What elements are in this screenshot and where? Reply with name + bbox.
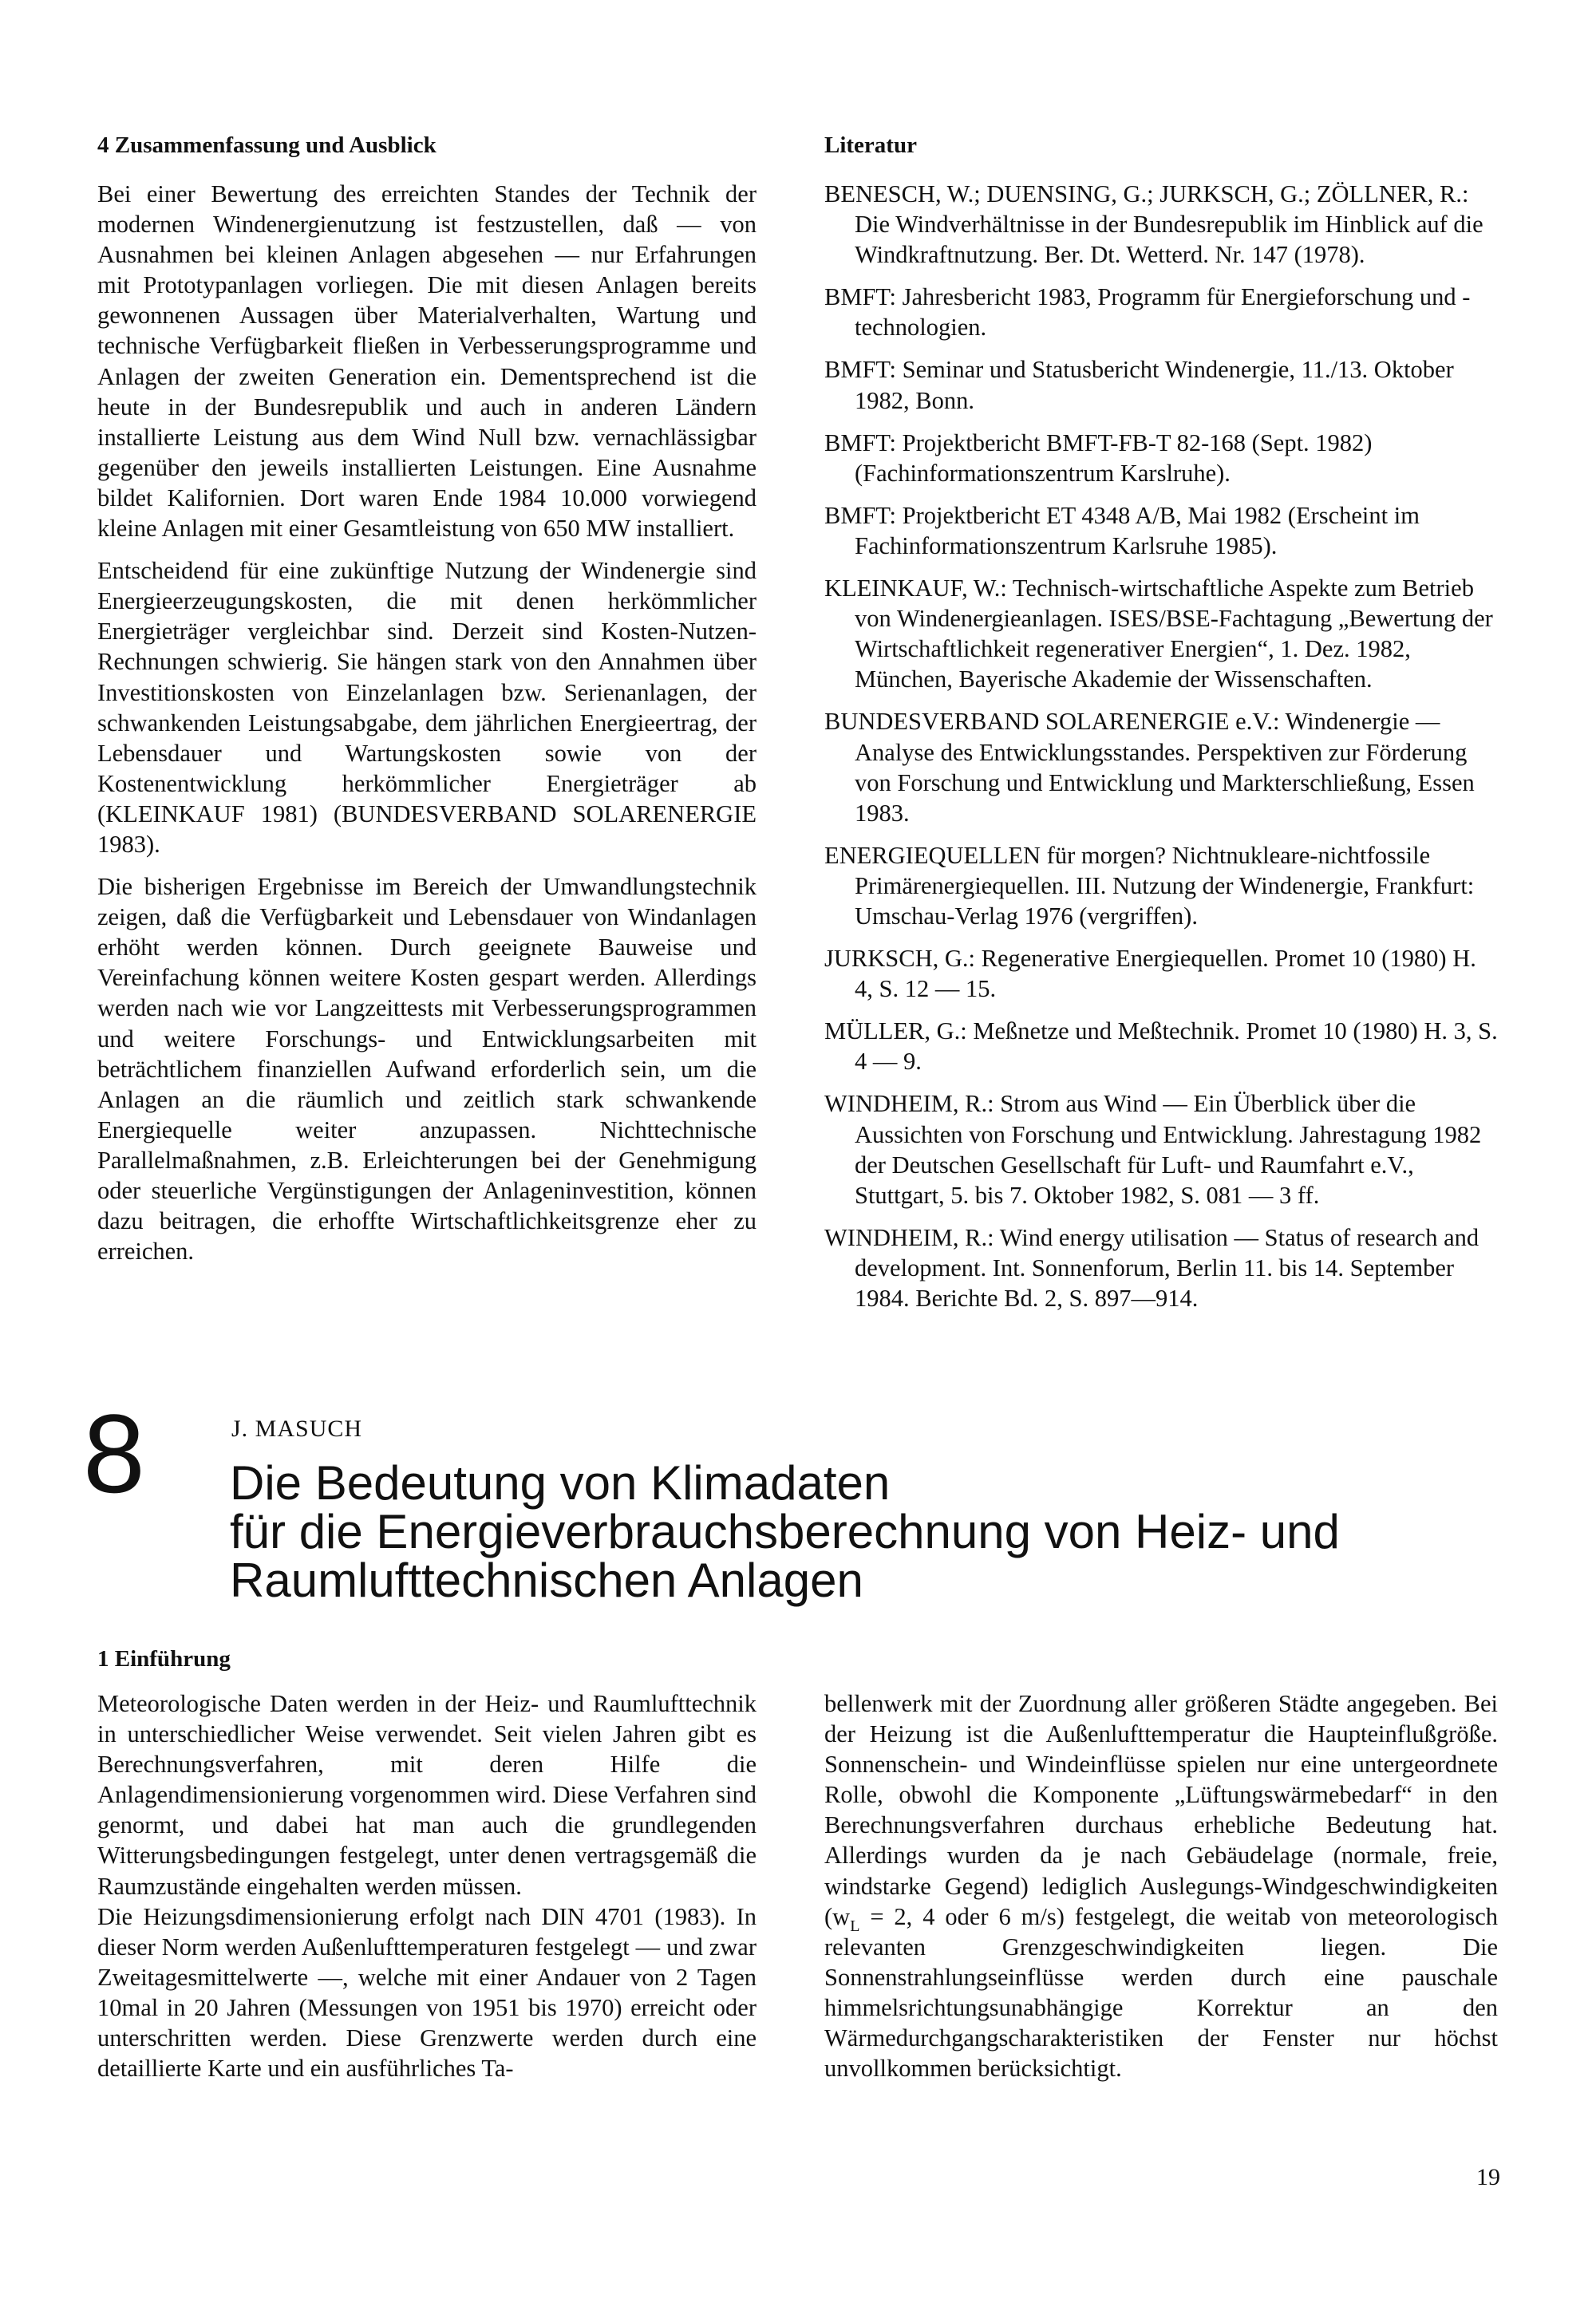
chapter-author: J. MASUCH [231, 1416, 363, 1442]
chapter-title-line: Die Bedeutung von Klimadaten [230, 1456, 891, 1510]
text-run: bellenwerk mit der Zuordnung aller größeren Städte angegeben. Bei der Heizung ist die Außenlufttemperatur die Haupteinflußgröße. Sonnenschein- und Windeinflüsse spielen nur eine untergeordnete Rolle, obwohl die Komponente „Lüftungswärmebedarf“ in den Berechnungsverfahren durchaus erhebliche Bedeutung hat. Allerdings wurden da je nach Gebäudelage (normale, freie, windstarke Gegend) lediglich Auslegungs-Windgeschwindigkeiten (w [824, 1690, 1498, 1930]
chapter-title-line: Raumlufttechnischen Anlagen [230, 1554, 863, 1607]
chapter-number: 8 [83, 1391, 145, 1516]
reference-item: BMFT: Jahresbericht 1983, Programm für Energieforschung und -technologien. [824, 283, 1471, 342]
reference-item: WINDHEIM, R.: Wind energy utilisation — Status of research and development. Int. Sonnenforum, Berlin 11. bis 14. September 1984. Berichte Bd. 2, S. 897—914. [824, 1223, 1479, 1312]
subscript: L [850, 1917, 860, 1935]
reference-item: WINDHEIM, R.: Strom aus Wind — Ein Überblick über die Aussichten von Forschung und Entwicklung. Jahrestagung 1982 der Deutschen Gesellschaft für Luft- und Raumfahrt e.V., Stuttgart, 5. bis 7. Oktober 1982, S. 081 — 3 ff. [824, 1090, 1482, 1209]
text-run: = 2, 4 oder 6 m/s) festgelegt, die weitab von meteorologisch relevanten Grenzgeschwindigkeiten liegen. Die Sonnenstrahlungseinflüsse werden durch eine pauschale himmelsrichtungsunabhängige Korrektur an den Wärmedurchgangscharakteristiken der Fenster nur höchst unvollkommen berücksichtigt. [824, 1902, 1498, 2083]
introduction-left-column [97, 1688, 757, 2083]
reference-item: MÜLLER, G.: Meßnetze und Meßtechnik. Promet 10 (1980) H. 3, S. 4 — 9. [824, 1017, 1498, 1076]
reference-item: BMFT: Seminar und Statusbericht Windenergie, 11./13. Oktober 1982, Bonn. [824, 356, 1454, 414]
page-number: 19 [1476, 2164, 1500, 2190]
chapter-title [230, 1456, 1539, 1607]
paragraph [824, 1688, 1498, 2083]
reference-item: KLEINKAUF, W.: Technisch-wirtschaftliche Aspekte zum Betrieb von Windenergieanlagen. ISES/BSE-Fachtagung „Bewertung der Wirtschaftlichkeit regenerativer Energien“, 1. Dez. 1982, München, Bayerische Akademie der Wissenschaften. [824, 575, 1493, 693]
reference-list [824, 179, 1498, 1313]
paragraph: Die bisherigen Ergebnisse im Bereich der Umwandlungstechnik zeigen, daß die Verfügbarkeit und Lebensdauer von Windanlagen erhöht werden können. Durch geeignete Bauweise und Vereinfachung können weitere Kosten gespart werden. Allerdings werden nach wie vor Langzeittests mit Verbesserungsprogrammen und weitere Forschungs- und Entwicklungsarbeiten mit beträchtlichem finanziellen Aufwand erforderlich sein, um die Anlagen an die räumlich und zeitlich stark schwankende Energiequelle weiter anzupassen. Nichttechnische Parallelmaßnahmen, z.B. Erleichterungen bei der Genehmigung oder steuerliche Vergünstigungen der Anlageninvestition, können dazu beitragen, die erhoffte Wirtschaftlichkeitsgrenze eher zu erreichen. [97, 873, 757, 1266]
reference-item: ENERGIEQUELLEN für morgen? Nichtnukleare-nichtfossile Primärenergiequellen. III. Nutzung der Windenergie, Frankfurt: Umschau-Verlag 1976 (vergriffen). [824, 841, 1475, 930]
reference-item: BUNDESVERBAND SOLARENERGIE e.V.: Windenergie — Analyse des Entwicklungsstandes. Perspektiven zur Förderung von Forschung und Entwicklung und Markterschließung, Essen 1983. [824, 708, 1475, 827]
paragraph: Die Heizungsdimensionierung erfolgt nach DIN 4701 (1983). In dieser Norm werden Außenlufttemperaturen festgelegt — und zwar Zweitagesmittelwerte —, welche mit einer Andauer von 2 Tagen 10mal in 20 Jahren (Messungen von 1951 bis 1970) erreicht oder unterschritten werden. Diese Grenzwerte werden durch eine detaillierte Karte und ein ausführliches Ta- [97, 1902, 757, 2083]
paragraph: Bei einer Bewertung des erreichten Standes der Technik der modernen Windenergienutzung ist festzustellen, daß — von Ausnahmen bei kleinen Anlagen abgesehen — nur Erfahrungen mit Prototypanlagen vorliegen. Die mit diesen Anlagen bereits gewonnenen Aussagen über Materialverhalten, Wartung und technische Verfügbarkeit fließen in Verbesserungsprogramme und Anlagen der zweiten Generation ein. Dementsprechend ist die heute in der Bundesrepublik und auch in anderen Ländern installierte Leistung aus dem Wind Null bzw. vernachlässigbar gegenüber den jeweils installierten Leistungen. Eine Ausnahme bildet Kalifornien. Dort waren Ende 1984 10.000 vorwiegend kleine Anlagen mit einer Gesamtleistung von 650 MW installiert. [97, 180, 757, 543]
reference-item: BMFT: Projektbericht ET 4348 A/B, Mai 1982 (Erscheint im Fachinformationszentrum Karlsruhe 1985). [824, 501, 1420, 559]
section-1-heading: 1 Einführung [97, 1646, 231, 1672]
chapter-title-line: für die Energieverbrauchsberechnung von Heiz- und [230, 1505, 1340, 1558]
introduction-right-column [824, 1688, 1498, 2083]
section-4-body [97, 179, 757, 1266]
paragraph: Entscheidend für eine zukünftige Nutzung der Windenergie sind Energieerzeugungskosten, die mit denen herkömmlicher Energieträger vergleichbar sind. Derzeit sind Kosten-Nutzen-Rechnungen schwierig. Sie hängen stark von den Annahmen über Investitionskosten von Einzelanlagen bzw. Serienanlagen, der schwankenden Leistungsabgabe, dem jährlichen Energieertrag, der Lebensdauer und Wartungskosten sowie von der Kostenentwicklung herkömmlicher Energieträger ab (KLEINKAUF 1981) (BUNDESVERBAND SOLARENERGIE 1983). [97, 557, 757, 858]
reference-item: JURKSCH, G.: Regenerative Energiequellen. Promet 10 (1980) H. 4, S. 12 — 15. [824, 945, 1476, 1003]
paragraph: Meteorologische Daten werden in der Heiz- und Raumlufttechnik in unterschiedlicher Weise verwendet. Seit vielen Jahren gibt es Berechnungsverfahren, mit deren Hilfe die Anlagendimensionierung vorgenommen wird. Diese Verfahren sind genormt, und dabei hat man auch die grundlegenden Witterungsbedingungen festgelegt, unter denen vertragsgemäß die Raumzustände eingehalten werden müssen. [97, 1690, 757, 1900]
reference-item: BENESCH, W.; DUENSING, G.; JURKSCH, G.; ZÖLLNER, R.: Die Windverhältnisse in der Bundesrepublik im Hinblick auf die Windkraftnutzung. Ber. Dt. Wetterd. Nr. 147 (1978). [824, 180, 1483, 269]
literatur-heading: Literatur [824, 132, 917, 158]
reference-item: BMFT: Projektbericht BMFT-FB-T 82-168 (Sept. 1982) (Fachinformationszentrum Karslruhe). [824, 428, 1373, 487]
section-4-heading: 4 Zusammenfassung und Ausblick [97, 132, 437, 158]
